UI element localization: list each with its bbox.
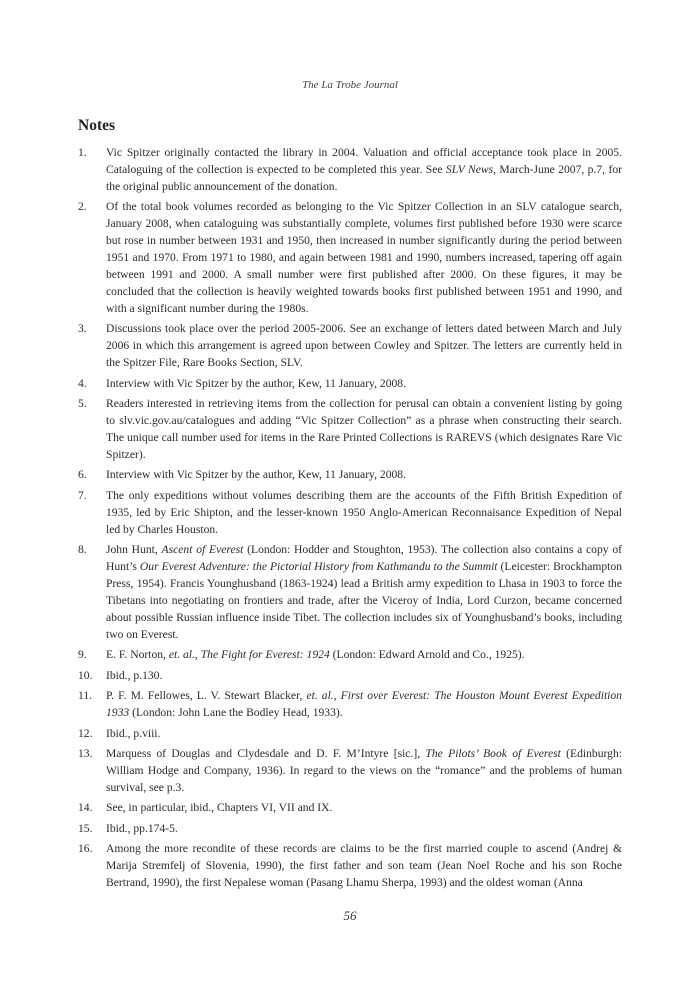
- title-citation: Our Everest Adventure: the Pictorial History from Kathmandu to the Summit: [139, 560, 498, 573]
- title-citation: The Pilots’ Book of Everest: [425, 747, 561, 761]
- note-item: [78, 396, 622, 464]
- note-text-run: Among the more recondite of these records are claims to be the first married couple to ascend (Andrej & Marija Stremfelj of Slovenia, 1990), the first father and son team (Jean Noel Roche and his son Roche Bertrand, 1990), the first Nepalese woman (Pasang Lhamu Sherpa, 1993) and the oldest woman (Anna: [106, 842, 622, 890]
- note-text-run: John Hunt,: [106, 543, 162, 557]
- note-text-run: Marquess of Douglas and Clydesdale and D. F. M’Intyre [sic.],: [106, 747, 426, 761]
- note-text: [106, 669, 162, 682]
- note-number: 3.: [78, 322, 87, 336]
- note-number: 12.: [78, 726, 93, 740]
- note-item: [78, 668, 622, 685]
- note-text-run: (Edinburgh: William Hodge and Company, 1936). In regard to the views on the “romance” and the problems of human survival, see p.3.: [106, 747, 622, 794]
- note-text-run: E. F. Norton,: [106, 648, 169, 662]
- notes-heading: Notes: [78, 117, 116, 134]
- note-number: 10.: [78, 668, 93, 682]
- note-item: [78, 726, 622, 743]
- note-text: [106, 747, 622, 794]
- note-item: [78, 542, 622, 643]
- note-text: [106, 543, 622, 641]
- running-head: The La Trobe Journal: [302, 79, 398, 91]
- note-text-run: See, in particular, ibid., Chapters VI, VII and IX.: [106, 801, 333, 815]
- note-text: [106, 146, 622, 193]
- title-citation: SLV News: [445, 162, 494, 176]
- note-item: [78, 321, 622, 372]
- note-number: 7.: [78, 488, 87, 502]
- note-item: [78, 841, 622, 892]
- note-item: [78, 145, 622, 196]
- note-text: [106, 322, 622, 369]
- note-text-run: The only expeditions without volumes describing them are the accounts of the Fifth British Expedition of 1935, led by Eric Shipton, and the lesser-known 1950 Anglo-American Reconnaisance Expedition of Nepal led by Charles Houston.: [106, 488, 622, 536]
- note-item: [78, 688, 622, 722]
- note-text-run: Discussions took place over the period 2005-2006. See an exchange of letters dated between March and July 2006 in which this arrangement is agreed upon between Cowley and Spitzer. The letters are currently held in the Spitzer File, Rare Books Section, SLV.: [106, 322, 622, 370]
- note-item: [78, 199, 622, 317]
- note-number: 11.: [78, 689, 93, 703]
- note-number: 1.: [78, 146, 87, 159]
- notes-list: [78, 145, 622, 896]
- note-number: 16.: [78, 842, 93, 856]
- note-text-run: (Leicester: Brockhampton Press, 1954). Francis Younghusband (1863-1924) lead a British army expedition to Lhasa in 1903 to force the Tibetans into negotiating on frontiers and trade, after the Viceroy of India, Lord Curzon, became concerned about possible Russian influence inside Tibet. The collection includes six of Younghusband’s books, including two on Everest.: [106, 560, 622, 641]
- note-text-run: Readers interested in retrieving items from the collection for perusal can obtain a convenient listing by going to slv.vic.gov.au/catalogues and adding “Vic Spitzer Collection” as a phrase when constructing their search. The unique call number used for items in the Rare Printed Collections is RAREVS (which designates Rare Vic Spitzer).: [106, 397, 622, 461]
- note-number: 14.: [78, 801, 93, 815]
- note-text-run: Interview with Vic Spitzer by the author, Kew, 11 January, 2008.: [106, 376, 406, 390]
- note-text-run: P. F. M. Fellowes, L. V. Stewart Blacker,: [106, 689, 307, 703]
- note-number: 2.: [78, 200, 87, 214]
- note-text: [106, 842, 622, 889]
- note-text: [106, 200, 622, 314]
- note-text: [106, 489, 622, 536]
- note-text-run: Of the total book volumes recorded as belonging to the Vic Spitzer Collection in an SLV catalogue search, January 2008, when cataloguing was substantially complete, volumes first published before 1930 were scarce but rose in number between 1931 and 1950, then increased in number significantly during the period between 1951 and 1970. From 1971 to 1980, and again between 1981 and 1990, numbers increased, tapering off again between 1991 and 2000. A small number were first published after 2000. On these figures, it may be concluded that the collection is heavily weighted towards books first published between 1951 and 1990, and with a significant number during the 1980s.: [106, 200, 622, 315]
- note-number: 4.: [78, 376, 87, 390]
- note-item: [78, 800, 622, 817]
- note-item: [78, 467, 622, 484]
- title-citation: Ascent of Everest: [161, 543, 244, 557]
- note-text: [106, 727, 160, 740]
- note-text: [106, 468, 406, 481]
- note-text-run: Vic Spitzer originally contacted the library in 2004. Valuation and official acceptance took place in 2005. Cataloguing of the collection is expected to be completed this year. See: [106, 146, 622, 176]
- title-citation: et. al., The Fight for Everest: 1924: [168, 648, 330, 662]
- note-item: [78, 488, 622, 539]
- note-number: 8.: [78, 543, 87, 557]
- note-text: [106, 648, 525, 661]
- note-text-run: (London: John Lane the Bodley Head, 1933).: [129, 706, 343, 720]
- note-number: 9.: [78, 648, 87, 662]
- note-text-run: Ibid., p.130.: [106, 668, 163, 682]
- note-number: 6.: [78, 468, 87, 482]
- note-text: [106, 822, 178, 835]
- title-citation: et. al., First over Everest: The Houston Mount Everest Expedition 1933: [106, 689, 622, 720]
- note-text: [106, 397, 622, 461]
- note-text: [106, 801, 332, 814]
- note-number: 15.: [78, 821, 93, 835]
- note-text-run: Ibid., pp.174-5.: [106, 821, 178, 835]
- note-text-run: , March-June 2007, p.7, for the original public announcement of the donation.: [106, 162, 622, 193]
- note-text-run: Interview with Vic Spitzer by the author, Kew, 11 January, 2008.: [106, 468, 406, 482]
- page-number: 56: [343, 908, 357, 923]
- note-text: [106, 377, 406, 390]
- note-text-run: (London: Hodder and Stoughton, 1953). The collection also contains a copy of Hunt’s: [106, 543, 622, 573]
- note-number: 13.: [78, 747, 93, 761]
- note-item: [78, 376, 622, 393]
- note-number: 5.: [78, 397, 87, 411]
- note-item: [78, 746, 622, 797]
- note-text-run: Ibid., p.viii.: [106, 726, 161, 740]
- note-item: [78, 647, 622, 664]
- note-text-run: (London: Edward Arnold and Co., 1925).: [329, 648, 525, 662]
- note-item: [78, 821, 622, 838]
- note-text: [106, 689, 622, 719]
